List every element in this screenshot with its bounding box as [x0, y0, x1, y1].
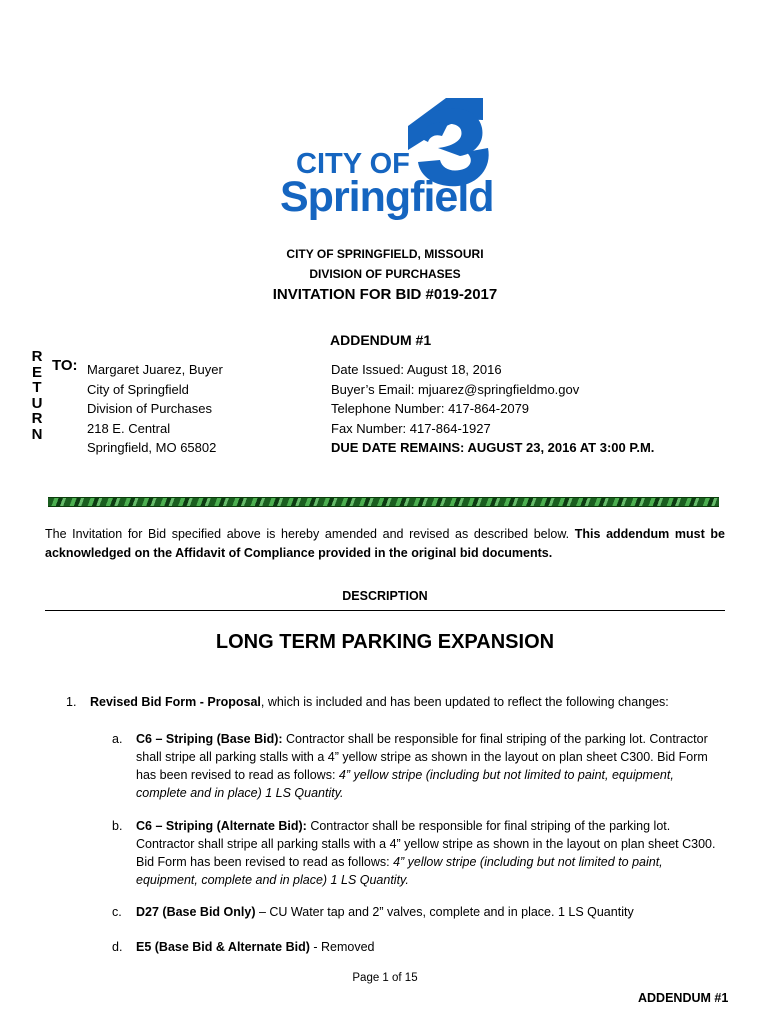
return-letter: E: [31, 363, 42, 381]
subitem-b: [112, 817, 724, 889]
description-label: DESCRIPTION: [342, 589, 428, 603]
header-division: DIVISION OF PURCHASES: [309, 267, 461, 281]
return-letter: R: [31, 410, 43, 427]
return-letter: T: [32, 379, 42, 396]
due-date: DUE DATE REMAINS: AUGUST 23, 2016 AT 3:00 P.M.: [331, 440, 655, 455]
bid-info: [331, 360, 654, 458]
subitem-text: Contractor shall be responsible for final striping of the parking lot. Contractor shall stripe all parking stalls with a 4” yellow stripe as shown in the layout on plan sheet C300. Bid Form has been revised to read as follows:: [136, 819, 716, 869]
addendum-title: ADDENDUM #1: [330, 332, 432, 348]
subitem-italic: 4” yellow stripe (including but not limited to paint, equipment, complete and in place) 1 LS Quantity.: [136, 768, 674, 800]
return-vertical-label: [30, 349, 44, 442]
subitem-letter: d.: [112, 940, 123, 954]
project-title: LONG TERM PARKING EXPANSION: [215, 631, 555, 653]
header-city: CITY OF SPRINGFIELD, MISSOURI: [286, 247, 484, 261]
subitem-letter: a.: [112, 732, 123, 746]
item-number: 1.: [66, 695, 77, 709]
address-line: Springfield, MO 65802: [87, 440, 217, 455]
address-line: Division of Purchases: [87, 401, 212, 416]
address-line: 218 E. Central: [87, 420, 171, 436]
subitem-a: [112, 730, 724, 802]
return-letter: U: [31, 394, 43, 412]
subitem-bold: E5 (Base Bid & Alternate Bid): [136, 940, 310, 954]
subitem-text: Contractor shall be responsible for final striping of the parking lot. Contractor shall stripe all parking stalls with a 4” yellow stripe as shown in the layout on plan sheet C300. Bid Form has been revised to read as follows:: [136, 732, 708, 782]
logo-springfield: Springfield: [280, 173, 494, 221]
intro-paragraph: [45, 525, 725, 563]
subitem-italic: 4” yellow stripe (including but not limited to paint, equipment, complete and in place) 1 LS Quantity.: [136, 855, 663, 887]
decorative-divider: [48, 497, 719, 507]
subitem-bold: C6 – Striping (Base Bid):: [136, 732, 283, 746]
footer-addendum: ADDENDUM #1: [638, 991, 729, 1005]
subitem-c: [112, 903, 724, 921]
telephone: Telephone Number: 417-864-2079: [331, 401, 530, 416]
subitem-bold: D27 (Base Bid Only): [136, 905, 256, 919]
intro-text: The Invitation for Bid specified above is hereby amended and revised as described below.: [45, 527, 575, 541]
page-number: Page 1 of 15: [352, 972, 418, 984]
logo-city-of: CITY OF: [296, 148, 410, 180]
subitem-letter: b.: [112, 819, 123, 833]
return-letter: R: [31, 348, 43, 365]
date-issued: Date Issued: August 18, 2016: [331, 362, 502, 377]
return-letter: N: [31, 425, 43, 443]
subitem-d: [112, 938, 724, 956]
address-line: Margaret Juarez, Buyer: [87, 362, 223, 377]
item-1: [66, 695, 669, 709]
item-bold: Revised Bid Form - Proposal: [90, 695, 261, 709]
subitem-bold: C6 – Striping (Alternate Bid):: [136, 819, 307, 833]
description-underline: [45, 610, 725, 611]
return-address: [87, 360, 223, 458]
fax: Fax Number: 417-864-1927: [331, 420, 491, 436]
subitem-text: – CU Water tap and 2” valves, complete and in place. 1 LS Quantity: [255, 905, 634, 919]
subitem-letter: c.: [112, 905, 122, 919]
to-label: TO:: [52, 357, 78, 374]
intro-bold: This addendum must be acknowledged on the Affidavit of Compliance provided in the original bid documents.: [45, 527, 725, 560]
bid-title: INVITATION FOR BID #019-2017: [272, 286, 498, 303]
item-text: , which is included and has been updated to reflect the following changes:: [260, 695, 669, 709]
address-line: City of Springfield: [87, 381, 189, 397]
buyer-email: Buyer’s Email: mjuarez@springfieldmo.gov: [331, 381, 580, 397]
subitem-text: - Removed: [309, 940, 375, 954]
